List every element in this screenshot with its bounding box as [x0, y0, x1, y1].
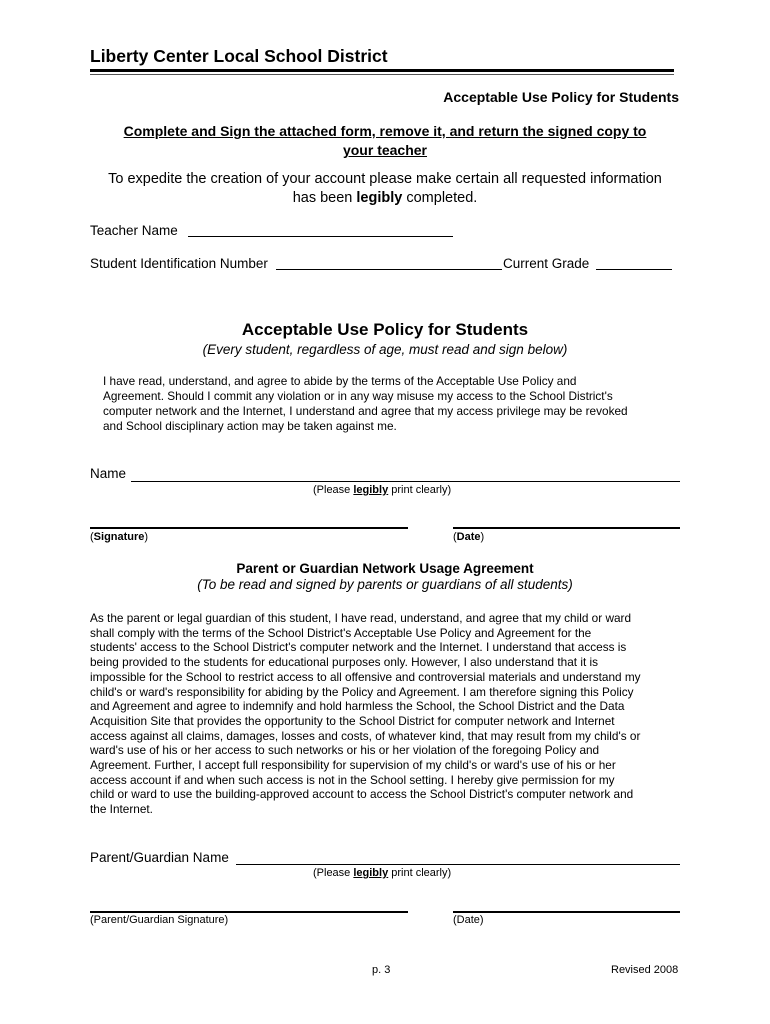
current-grade-label: Current Grade: [503, 256, 590, 271]
parent-para-line: child's or ward's responsibility for abiding by the Policy and Agreement. I am therefore signing this Policy: [90, 684, 634, 699]
signature-caption-text: Signature: [93, 531, 145, 543]
print-note-bold: legibly: [353, 484, 389, 496]
parent-agreement-paragraph: [90, 611, 690, 817]
teacher-name-field[interactable]: [188, 236, 453, 237]
parent-date-field[interactable]: [453, 911, 680, 913]
student-signature-field[interactable]: [90, 527, 408, 529]
print-note-post: print clearly): [388, 867, 452, 879]
district-title: Liberty Center Local School District: [90, 46, 388, 66]
parent-para-line: and Agreement and agree to indemnify and hold harmless the School, the School District and the Data: [90, 699, 625, 714]
parent-para-line: access account if and when such access is not in the School setting. I hereby give permission for my: [90, 772, 615, 787]
parent-para-line: the Internet.: [90, 802, 153, 817]
instructions: [90, 122, 680, 160]
student-para-line: and School disciplinary action may be taken against me.: [103, 419, 397, 433]
expedite-note: [90, 170, 680, 208]
parent-para-line: As the parent or legal guardian of this student, I have read, understand, and agree that my child or ward: [90, 611, 632, 625]
parent-signature-caption: (Parent/Guardian Signature): [90, 914, 229, 926]
parent-date-caption: (Date): [453, 914, 484, 926]
policy-title-top: Acceptable Use Policy for Students: [443, 89, 679, 105]
parent-para-line: Acquisition Site that provides the opportunity to the School District for computer network and Internet: [90, 713, 615, 728]
header-rule: [90, 69, 674, 72]
student-name-label: Name: [90, 466, 127, 481]
date-caption-text: Date: [456, 531, 481, 543]
teacher-name-label: Teacher Name: [90, 223, 178, 238]
expedite-bold-word: legibly: [356, 190, 403, 206]
parent-print-clearly-note: [313, 867, 451, 879]
header-rule-thin: [90, 74, 674, 75]
parent-agreement-subheading: (To be read and signed by parents or guardians of all students): [197, 577, 573, 592]
current-grade-field[interactable]: [596, 269, 672, 270]
print-note-pre: (Please: [313, 867, 354, 879]
student-para-line: Agreement. Should I commit any violation or in any way misuse my access to the School District's: [103, 389, 613, 403]
date-caption: (Date): [453, 531, 485, 543]
print-note-bold: legibly: [353, 867, 389, 879]
page-number: p. 3: [372, 964, 391, 976]
parent-para-line: Agreement. Further, I accept full responsibility for supervision of my child's or ward's use of his or her: [90, 758, 616, 773]
parent-signature-field[interactable]: [90, 911, 408, 913]
parent-para-line: impossible for the School to restrict access to all offensive and controversial materials and understand my: [90, 669, 641, 684]
parent-para-line: shall comply with the terms of the School District's Acceptable Use Policy and Agreement for the: [90, 625, 592, 640]
expedite-line-2-pre: has been: [292, 190, 357, 206]
parent-para-line: ward's use of his or her access to such networks or his or her violation of the foregoing Policy and: [90, 743, 600, 758]
student-id-field[interactable]: [276, 269, 502, 270]
revised-date: Revised 2008: [611, 964, 679, 976]
student-date-field[interactable]: [453, 527, 680, 529]
student-para-line: computer network and the Internet, I understand and agree that my access privilege may be revoked: [103, 404, 628, 418]
parent-name-field[interactable]: [236, 864, 680, 865]
expedite-line-2: [90, 189, 680, 208]
student-name-field[interactable]: [131, 481, 680, 482]
print-note-pre: (Please: [313, 484, 354, 496]
parent-para-line: child or ward to use the building-approved account to access the School District's computer network and: [90, 787, 634, 802]
student-para-line: I have read, understand, and agree to abide by the terms of the Acceptable Use Policy and: [103, 374, 577, 388]
print-note-post: print clearly): [388, 484, 452, 496]
expedite-line-1: To expedite the creation of your account please make certain all requested information: [108, 171, 662, 187]
parent-para-line: students' access to the School District's computer network and the Internet. I understand that access is: [90, 640, 627, 655]
signature-caption: (Signature): [90, 531, 149, 543]
instructions-line-1: Complete and Sign the attached form, remove it, and return the signed copy to: [123, 123, 647, 139]
student-agreement-paragraph: [103, 374, 683, 434]
parent-name-label: Parent/Guardian Name: [90, 850, 229, 865]
student-policy-subtitle: (Every student, regardless of age, must read and sign below): [202, 342, 568, 357]
parent-para-line: access against all claims, damages, losses and costs, of whatever kind, that may result from my child's or: [90, 728, 641, 743]
student-id-label: Student Identification Number: [90, 256, 268, 271]
student-policy-title: Acceptable Use Policy for Students: [241, 320, 529, 339]
parent-para-line: being provided to the students for educational purposes only. However, I also understand that it is: [90, 655, 599, 670]
expedite-line-2-post: completed.: [402, 190, 478, 206]
instructions-line-2: your teacher: [342, 142, 428, 158]
parent-agreement-heading: Parent or Guardian Network Usage Agreement: [236, 561, 534, 576]
print-clearly-note: [313, 484, 451, 496]
